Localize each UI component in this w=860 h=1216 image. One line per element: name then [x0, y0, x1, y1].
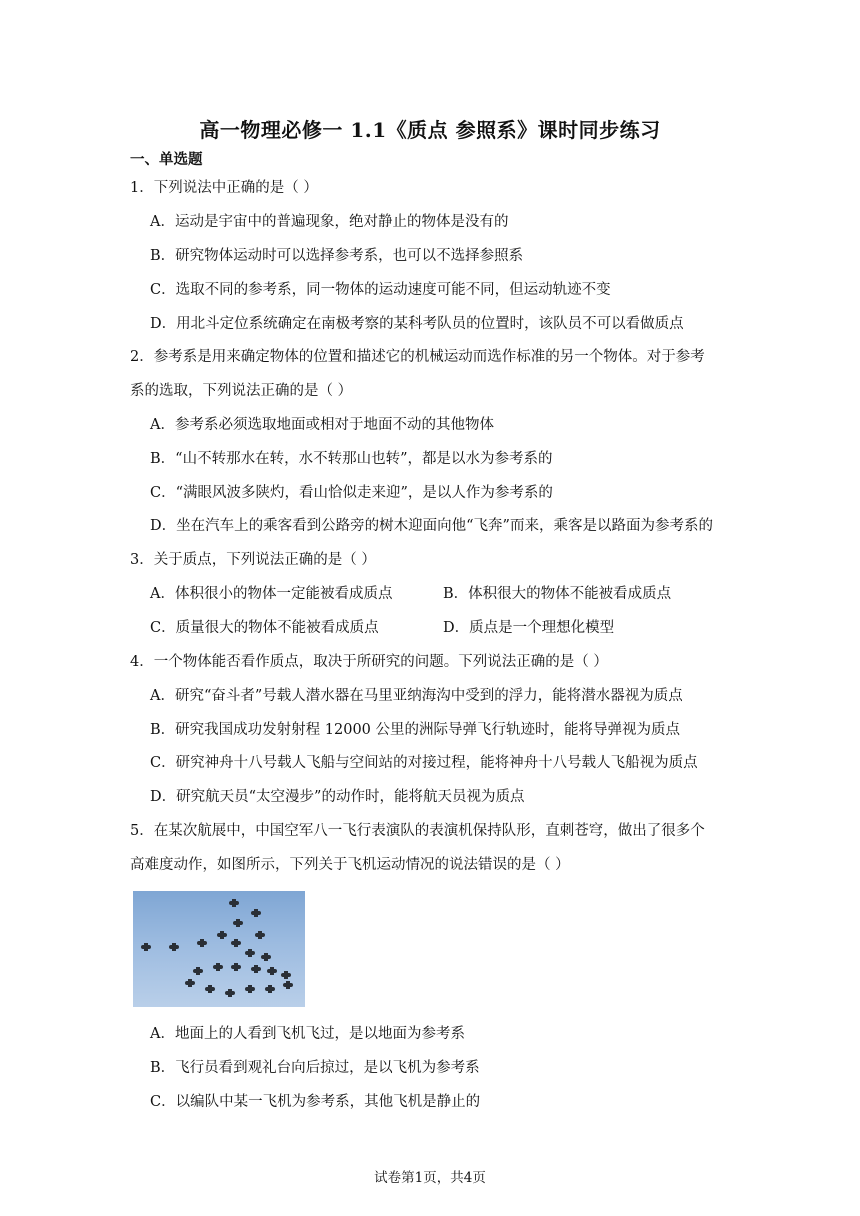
aircraft-formation-photo — [133, 891, 305, 1007]
question-2-option-c: C．“满眼风波多陕灼，看山恰似走来迎”，是以人作为参考系的 — [150, 485, 553, 501]
question-4-option-c: C．研究神舟十八号载人飞船与空间站的对接过程，能将神舟十八号载人飞船视为质点 — [150, 755, 698, 771]
question-4-option-d: D．研究航天员“太空漫步”的动作时，能将航天员视为质点 — [150, 789, 525, 805]
question-3-option-a: A．体积很小的物体一定能被看成质点 — [150, 586, 393, 602]
question-2-stem-line-2: 系的选取，下列说法正确的是（ ） — [130, 383, 353, 399]
question-5-option-c: C．以编队中某一飞机为参考系，其他飞机是静止的 — [150, 1094, 481, 1110]
question-1-stem: 1．下列说法中正确的是（ ） — [130, 180, 318, 196]
question-3-option-d: D．质点是一个理想化模型 — [443, 620, 615, 636]
question-1-option-b: B．研究物体运动时可以选择参考系，也可以不选择参照系 — [150, 248, 524, 264]
question-4-stem: 4．一个物体能否看作质点，取决于所研究的问题。下列说法正确的是（ ） — [130, 654, 608, 670]
question-5-stem-line-1: 5．在某次航展中，中国空军八一飞行表演队的表演机保持队形，直刺苍穹，做出了很多个 — [130, 823, 705, 839]
section-heading: 一、单选题 — [130, 151, 203, 168]
question-2-option-d: D．坐在汽车上的乘客看到公路旁的树木迎面向他“飞奔”而来，乘客是以路面为参考系的 — [150, 518, 713, 534]
question-2-option-a: A．参考系必须选取地面或相对于地面不动的其他物体 — [150, 417, 494, 433]
question-3-option-b: B．体积很大的物体不能被看成质点 — [443, 586, 672, 602]
page-footer: 试卷第1页，共4页 — [374, 1170, 486, 1186]
page-title: 高一物理必修一 1.1《质点 参照系》课时同步练习 — [199, 118, 661, 142]
question-3-option-c: C．质量很大的物体不能被看成质点 — [150, 620, 379, 636]
question-5-option-b: B．飞行员看到观礼台向后掠过，是以飞机为参考系 — [150, 1060, 480, 1076]
question-1-option-a: A．运动是宇宙中的普遍现象，绝对静止的物体是没有的 — [150, 214, 509, 230]
question-1-option-d: D．用北斗定位系统确定在南极考察的某科考队员的位置时，该队员不可以看做质点 — [150, 316, 684, 332]
question-2-option-b: B．“山不转那水在转，水不转那山也转”，都是以水为参考系的 — [150, 451, 553, 467]
question-1-option-c: C．选取不同的参考系，同一物体的运动速度可能不同，但运动轨迹不变 — [150, 282, 611, 298]
question-3-stem: 3．关于质点，下列说法正确的是（ ） — [130, 552, 376, 568]
question-4-option-a: A．研究“奋斗者”号载人潜水器在马里亚纳海沟中受到的浮力，能将潜水器视为质点 — [150, 688, 683, 704]
question-2-stem-line-1: 2．参考系是用来确定物体的位置和描述它的机械运动而选作标准的另一个物体。对于参考 — [130, 349, 705, 365]
question-5-stem-line-2: 高难度动作，如图所示，下列关于飞机运动情况的说法错误的是（ ） — [130, 857, 570, 873]
question-4-option-b: B．研究我国成功发射射程 12000 公里的洲际导弹飞行轨迹时，能将导弹视为质点 — [150, 722, 680, 738]
question-5-option-a: A．地面上的人看到飞机飞过，是以地面为参考系 — [150, 1026, 465, 1042]
